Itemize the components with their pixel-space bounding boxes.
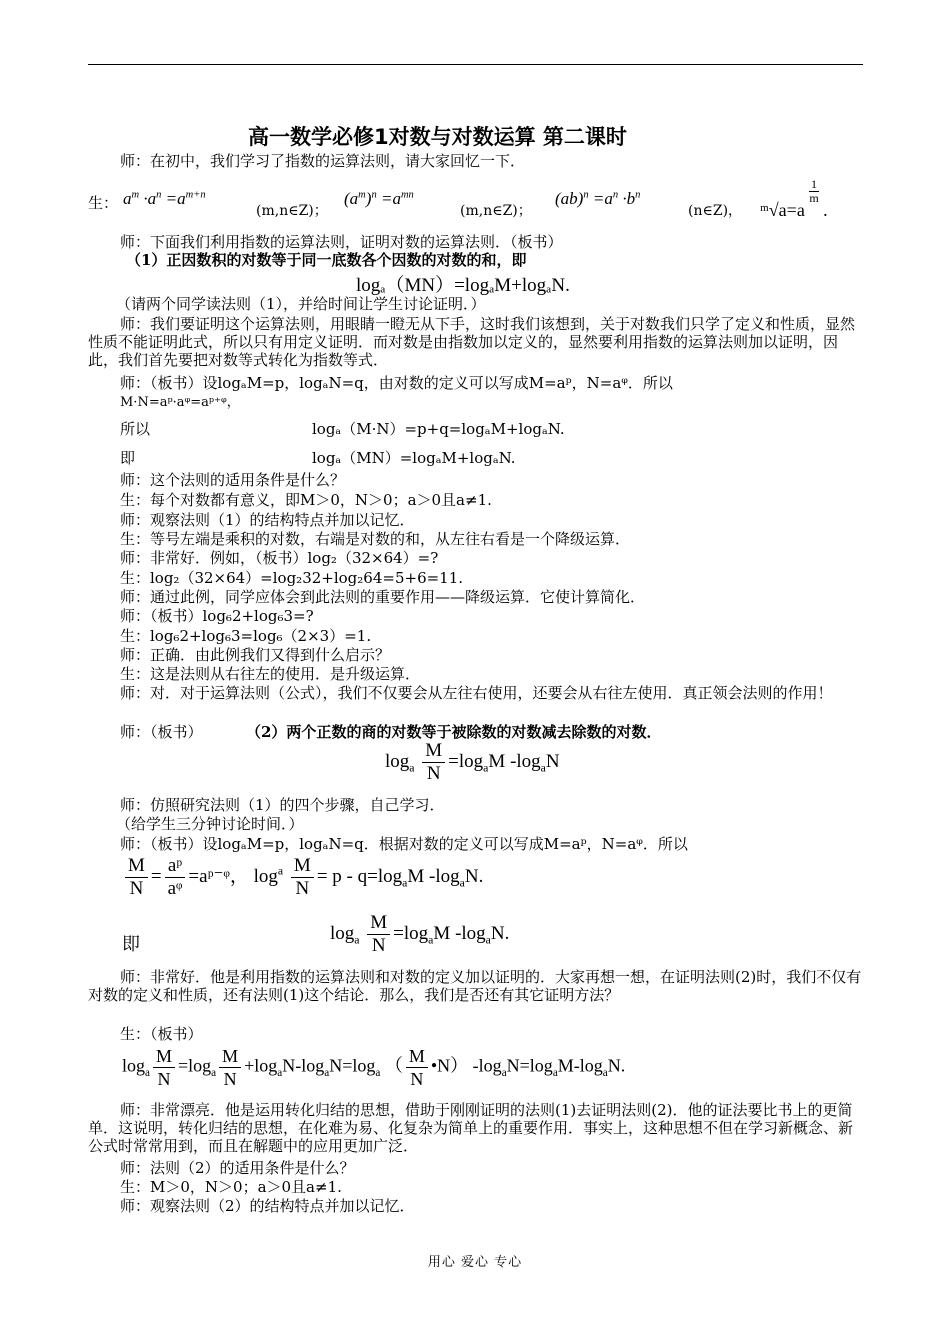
- text-line: 师：（板书）log₆2+log₆3=?: [120, 607, 314, 625]
- text-line: 师：观察法则（1）的结构特点并加以记忆．: [120, 511, 415, 529]
- text-line-label: 师：（板书）: [120, 723, 203, 741]
- text-line: 师：法则（2）的适用条件是什么？: [120, 1159, 355, 1177]
- text-line-label: 即: [122, 934, 140, 955]
- page-footer: 用心 爱心 专心: [427, 1255, 523, 1270]
- alt-proof-formula: $\log_a$ $\frac{M}{N}$ $=\log_a$ $\frac{M}{N}$ $+\log_aN-\log_aN=\log_a$ （ $\frac{M}{N}$ •N） $-\log_aN=\log_aM-\log_aN$.: [122, 1046, 626, 1089]
- text-paragraph: 师：非常好．他是利用指数的运算法则和对数的定义加以证明的．大家再想一想，在证明法则(2)时，我们不仅有对数的定义和性质，还有法则(1)这个结论．那么，我们是否还有其它证明方法？: [88, 968, 862, 1004]
- rule-2-statement: （2）两个正数的商的对数等于被除数的对数减去除数的对数．: [246, 723, 662, 741]
- text-line: 师：下面我们利用指数的运算法则，证明对数的运算法则．（板书）: [120, 233, 563, 251]
- text-line-label: 即: [120, 449, 136, 467]
- text-line-label: 生：: [88, 194, 119, 212]
- proof-step: logₐ（MN）=logₐM+logₐN.: [312, 449, 516, 467]
- text-line: （请两个同学读法则（1），并给时间让学生讨论证明．）: [116, 295, 486, 313]
- text-line-label: 所以: [120, 420, 151, 438]
- header-rule: [88, 64, 863, 65]
- proof-step: logₐ（M·N）=p+q=logₐM+logₐN.: [312, 420, 565, 438]
- proof-conclusion-formula: $\log_a$ $\frac{M}{N}$ $=\log_aM$ $-\log_aN$.: [330, 912, 510, 956]
- text-line: M·N=aᵖ·aᵠ=aᵖ⁺ᵠ，: [120, 395, 240, 410]
- text-line: 生：log₂（32×64）=log₂32+log₂64=5+6=11.: [120, 569, 464, 587]
- formula-exp-product: $a^m \cdot a^n =a^{m+n}$: [123, 189, 206, 208]
- text-line: 生：每个对数都有意义，即M＞0，N＞0；a＞0且a≠1.: [120, 491, 492, 509]
- text-paragraph: 师：我们要证明这个运算法则，用眼睛一瞪无从下手，这时我们该想到，关于对数我们只学了定义和性质，显然性质不能证明此式，所以只有用定义证明．而对数是由指数加以定义的，显然要利用指数的运算法则加以证明，因此，我们首先要把对数等式转化为指数等式．: [88, 315, 856, 369]
- text-line: 生：（板书）: [120, 1025, 203, 1043]
- proof-formula-quotient: $\frac{M}{N}$ = $\frac{\text{aᵖ}}{\text{aᵠ}}$ =aᵖ⁻ᵠ， $\log^a$ $\frac{M}{N}$ = $p - q=\log_aM$ $-\log_aN$.: [122, 855, 483, 900]
- text-line: 师：（板书）设logₐM=p，logₐN=q．根据对数的定义可以写成M=aᵖ，N=aᵠ．所以: [120, 835, 688, 853]
- text-paragraph: 师：非常漂亮．他是运用转化归结的思想，借助于刚刚证明的法则(1)去证明法则(2)．他的证法要比书上的更简单．这说明，转化归结的思想，在化难为易、化复杂为简单上的重要作用．事实上，这种思想不但在学习新概念、新公式时常常用到，而且在解题中的应用更加广泛．: [88, 1101, 854, 1155]
- rule-2-formula: $\log_a$ $\frac{M}{N}$ $=\log_aM$ $-\log_aN$: [385, 740, 560, 784]
- text-line: 师：（板书）设logₐM=p，logₐN=q，由对数的定义可以写成M=aᵖ，N=aᵠ．所以: [120, 374, 673, 392]
- text-line: 师：在初中，我们学习了指数的运算法则，请大家回忆一下．: [120, 152, 526, 170]
- rule-1-statement: （1）正因数积的对数等于同一底数各个因数的对数的和，即: [126, 251, 527, 269]
- condition-text: (m,n∈Z)；: [256, 203, 328, 219]
- text-line: 师：观察法则（2）的结构特点并加以记忆．: [120, 1197, 415, 1215]
- page-title: 高一数学必修1对数与对数运算 第二课时: [248, 125, 627, 149]
- text-line: 生：log₆2+log₆3=log₆（2×3）=1.: [120, 627, 372, 645]
- formula-exp-product-power: $(ab)^n =a^n \cdot b^n$: [555, 189, 641, 208]
- condition-text: (n∈Z)，: [688, 203, 743, 219]
- text-line: 师：这个法则的适用条件是什么？: [120, 471, 346, 489]
- rule-1-formula: logₐ（MN）=logₐM+logₐN.: [356, 275, 570, 296]
- condition-text: (m,n∈Z)；: [460, 203, 532, 219]
- text-line: 生：M＞0，N＞0；a＞0且a≠1.: [120, 1178, 342, 1196]
- formula-root: ᵐ√a=a $\frac{1}{m}$ .: [760, 177, 828, 220]
- text-line: 生：等号左端是乘积的对数，右端是对数的和，从左往右看是一个降级运算．: [120, 530, 631, 548]
- text-line: 师：仿照研究法则（1）的四个步骤，自己学习．: [120, 796, 445, 814]
- text-paragraph: 师：对．对于运算法则（公式），我们不仅要会从左往右使用，还要会从右往左使用．真正领会法则的作用！: [120, 684, 833, 702]
- text-line: 师：正确．由此例我们又得到什么启示？: [120, 646, 391, 664]
- text-line: 师：通过此例，同学应体会到此法则的重要作用——降级运算．它使计算简化．: [120, 588, 646, 606]
- text-line: 生：这是法则从右往左的使用．是升级运算．: [120, 665, 421, 683]
- text-line: （给学生三分钟讨论时间．）: [116, 815, 304, 833]
- formula-exp-power: $(a^m)^n =a^{mn}$: [344, 189, 414, 208]
- text-line: 师：非常好．例如，（板书）log₂（32×64）=?: [120, 549, 439, 567]
